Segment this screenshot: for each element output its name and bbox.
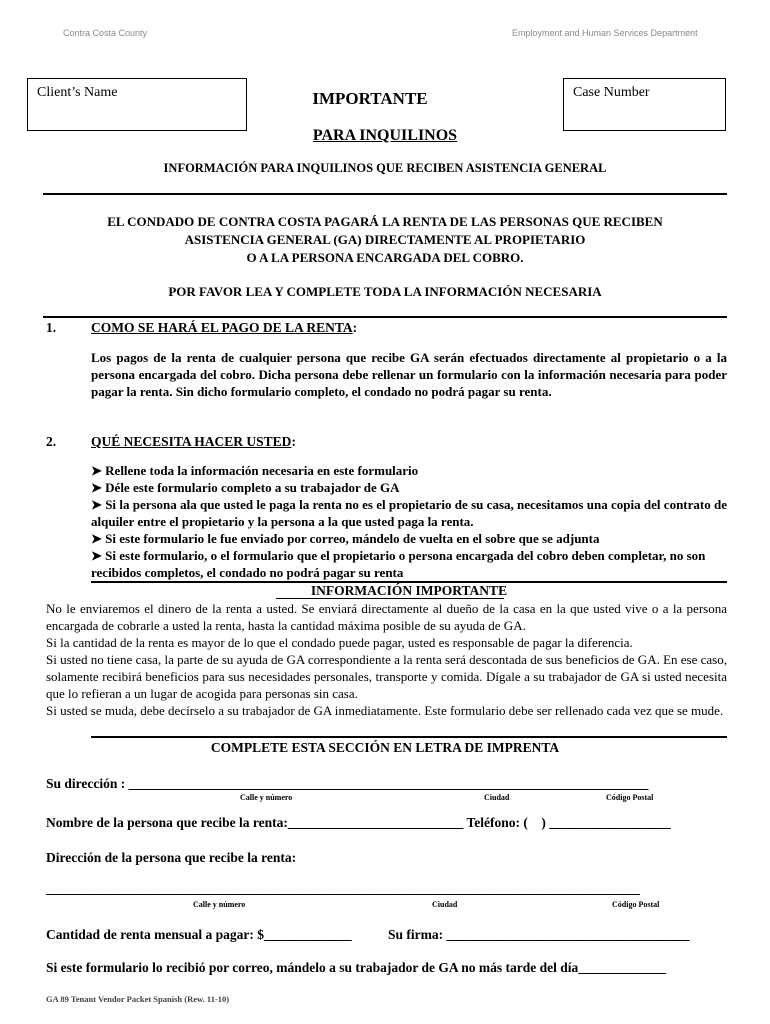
bullet-item: ➤ Déle este formulario completo a su trabajador de GA	[91, 480, 400, 495]
info-heading-underline	[276, 598, 504, 599]
recipient-address-input[interactable]: ________________________________________________________________________________________	[46, 881, 640, 896]
recipient-row	[46, 815, 671, 831]
recipient-city-caption: Ciudad	[432, 900, 458, 909]
address-input[interactable]: _____________________________________________________________________________	[128, 776, 649, 791]
address-label: Su dirección :	[46, 776, 126, 791]
bullet-item: ➤ Si este formulario le fue enviado por correo, mándelo de vuelta en el sobre que se adjunta	[91, 531, 600, 546]
title-para-inquilinos: PARA INQUILINOS	[312, 127, 458, 144]
recipient-street-caption: Calle y número	[193, 900, 246, 909]
signature-input[interactable]: ____________________________________	[446, 927, 690, 942]
arrow-bullet-icon: ➤	[91, 548, 102, 563]
arrow-bullet-icon: ➤	[91, 463, 102, 478]
rent-row	[46, 927, 352, 943]
recipient-address-label: Dirección de la persona que recibe la renta:	[46, 850, 297, 865]
phone-label: Teléfono: (	[466, 815, 528, 830]
section-2-heading: QUÉ NECESITA HACER USTED:	[91, 434, 296, 449]
signature-row	[388, 927, 690, 943]
arrow-bullet-icon: ➤	[91, 531, 102, 546]
mail-date-input[interactable]: _____________	[578, 960, 666, 975]
department-name: Employment and Human Services Department	[512, 28, 698, 38]
rent-label: Cantidad de renta mensual a pagar: $	[46, 927, 265, 942]
info-paragraph: Si la cantidad de la renta es mayor de lo que el condado puede pagar, usted es responsable de pagar la diferencia.	[46, 635, 633, 650]
divider	[43, 193, 727, 195]
signature-label: Su firma:	[388, 927, 444, 942]
notice-line-2: ASISTENCIA GENERAL (GA) DIRECTAMENTE AL PROPIETARIO	[184, 232, 586, 247]
divider	[91, 736, 727, 738]
notice-line-3: O A LA PERSONA ENCARGADA DEL COBRO.	[246, 250, 524, 265]
bullet-item: ➤ Si la persona ala que usted le paga la renta no es el propietario de su casa, necesitamos una copia del contrato de alquiler entre el propietario y la persona a la que usted paga la renta.	[91, 497, 728, 529]
info-body	[46, 600, 727, 719]
notice-block	[40, 213, 730, 267]
recipient-name-label: Nombre de la persona que recibe la renta:	[46, 815, 288, 830]
case-number-box[interactable]	[563, 78, 726, 131]
mail-label: Si este formulario lo recibió por correo, mándelo a su trabajador de GA no más tarde del día	[46, 960, 579, 975]
rent-input[interactable]: _____________	[264, 927, 352, 942]
section-2-number: 2.	[46, 434, 57, 449]
notice-line-4: POR FAVOR LEA Y COMPLETE TODA LA INFORMACIÓN NECESARIA	[168, 284, 602, 299]
county-name: Contra Costa County	[63, 28, 148, 38]
arrow-bullet-icon: ➤	[91, 480, 102, 495]
notice-line-1: EL CONDADO DE CONTRA COSTA PAGARÁ LA RENTA DE LAS PERSONAS QUE RECIBEN	[107, 214, 663, 229]
subtitle: INFORMACIÓN PARA INQUILINOS QUE RECIBEN ASISTENCIA GENERAL	[163, 161, 607, 175]
bullet-item: ➤ Rellene toda la información necesaria en este formulario	[91, 463, 419, 478]
client-name-box[interactable]	[27, 78, 247, 131]
mail-row	[46, 960, 666, 976]
section-1-number: 1.	[46, 320, 57, 335]
section-1-body: Los pagos de la renta de cualquier persona que recibe GA serán efectuados directamente al propietario o a la persona encargada del cobro. Dicha persona debe rellenar un formulario con la información necesaria para poder pagar la renta. Sin dicho formulario completo, el condado no podrá pagar su renta.	[91, 350, 727, 399]
address-street-caption: Calle y número	[240, 793, 293, 802]
address-zip-caption: Código Postal	[606, 793, 654, 802]
section-2-bullets	[91, 462, 727, 581]
info-paragraph: No le enviaremos el dinero de la renta a usted. Se enviará directamente al dueño de la casa en la que usted vive o a la persona encargada de cobrarle a usted la renta, hasta la cantidad máxima posible de su ayuda de GA.	[46, 601, 727, 633]
section-1-heading: COMO SE HARÁ EL PAGO DE LA RENTA:	[91, 320, 358, 335]
address-row	[46, 776, 727, 792]
info-heading: INFORMACIÓN IMPORTANTE	[310, 583, 508, 598]
bullet-item: ➤ Si este formulario, o el formulario que el propietario o persona encargada del cobro deben completar, no son recibidos completos, el condado no podrá pagar su renta	[91, 548, 706, 580]
recipient-name-input[interactable]: __________________________	[287, 815, 464, 830]
recipient-zip-caption: Código Postal	[612, 900, 660, 909]
form-heading: COMPLETE ESTA SECCIÓN EN LETRA DE IMPRENTA	[210, 740, 560, 755]
arrow-bullet-icon: ➤	[91, 497, 102, 512]
divider	[43, 316, 727, 318]
phone-input[interactable]: __________________	[549, 815, 671, 830]
form-code: GA 89 Tenant Vendor Packet Spanish (Rew. 11-10)	[46, 994, 230, 1004]
case-number-label: Case Number	[573, 85, 650, 100]
info-paragraph: Si usted se muda, debe decírselo a su trabajador de GA inmediatamente. Este formulario debe ser rellenado cada vez que se mude.	[46, 703, 724, 718]
address-city-caption: Ciudad	[484, 793, 510, 802]
client-name-label: Client’s Name	[37, 85, 118, 100]
phone-close: )	[541, 815, 546, 830]
info-paragraph: Si usted no tiene casa, la parte de su ayuda de GA correspondiente a la renta será descontada de sus beneficios de GA. En ese caso, solamente recibirá beneficios para sus necesidades personales, transporte y comida. Dígale a su trabajador de GA si usted necesita que lo refieran a un lugar de acogida para personas sin casa.	[46, 652, 727, 701]
title-importante: IMPORTANTE	[312, 89, 428, 108]
